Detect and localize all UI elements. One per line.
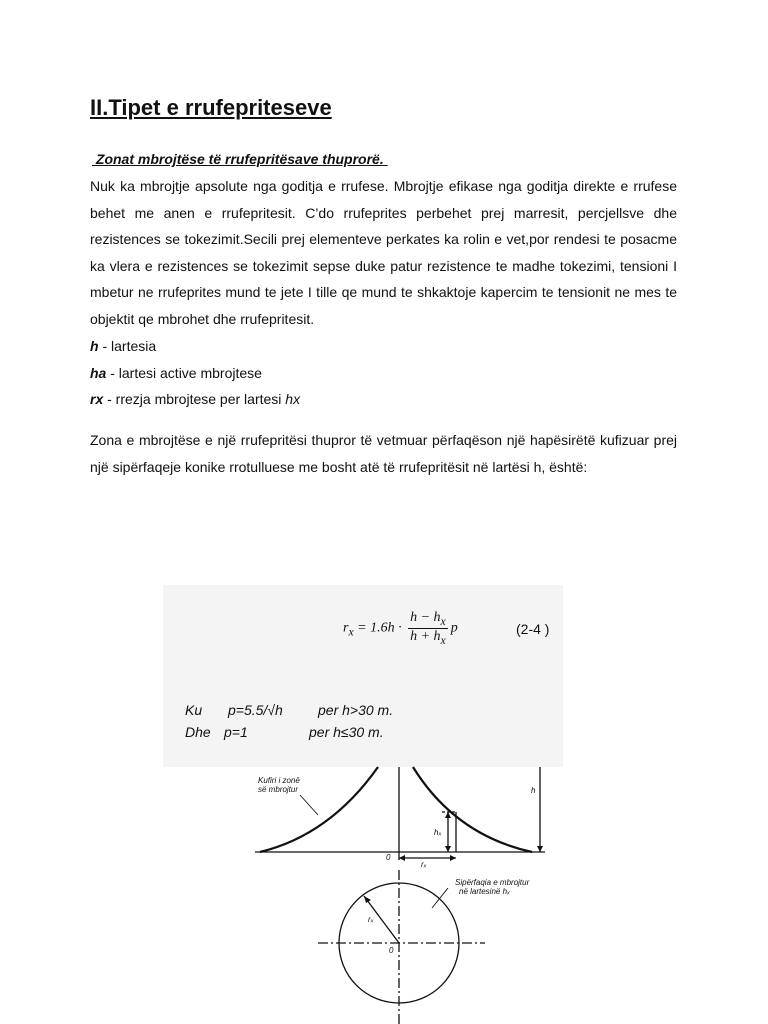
definition-h: h - lartesia xyxy=(90,338,157,354)
definition-rx: rx - rrezja mbrojtese per lartesi hx xyxy=(90,391,301,407)
boundary-leader xyxy=(300,795,318,815)
surface-label-2: në lartesinë hₓ xyxy=(459,887,511,896)
boundary-label-1: Kufiri i zonë xyxy=(258,776,300,785)
page-heading: II.Tipet e rrufepriteseve xyxy=(90,95,332,120)
condition-expr-2: p=1 xyxy=(224,724,248,740)
zone-paragraph: Zona e mbrojtëse e një rrufepritësi thupror të vetmuar përfaqëson një hapësirëtë kufizuar prej një sipërfaqeje konike rrotulluese me bosht atë të rrufepritësit në lartësi h, është: xyxy=(90,432,677,475)
circle-origin-label: 0 xyxy=(389,946,394,955)
intro-paragraph: Nuk ka mbrojtje apsolute nga goditja e rrufese. Mbrojtje efikase nga goditja direkte e rrufese behet me anen e rrufepritesit. C’do rrufeprites perbehet prej marresit, percjellsve dhe rezistences se tokezimit.Secili prej elementeve perkates ka rolin e vet,por rendesi te posacme ka vlera e rezistences se tokezimit sepse duke patur rezistence te madhe tokezimi, tensioni I mbetur ne rrufeprites mund te jete I tille qe mund te shkaktoje kapercim te tensionit ne mes te objektit qe mbrohet dhe rrufepritesit. xyxy=(90,178,677,327)
condition-range-1: per h>30 m. xyxy=(318,702,394,718)
rx-arrow-right xyxy=(450,855,456,861)
zone-curve-right xyxy=(413,767,532,852)
rx-arrow-left xyxy=(399,855,405,861)
formula-fraction: $\frac{h - h_x}{h + h_x}$ xyxy=(410,610,446,647)
hx-label: hₓ xyxy=(434,828,442,837)
hx-arrow-bottom xyxy=(445,846,451,852)
condition-word-dhe: Dhe xyxy=(185,724,211,740)
equation-number: (2-4 ) xyxy=(516,621,550,637)
h-arrow-bottom xyxy=(537,846,543,852)
formula-2-4: $r_x = 1.6h$ · $\frac{h - h_x}{h + h_x}$ p xyxy=(343,610,458,647)
surface-label-1: Sipërfaqia e mbrojtur xyxy=(455,878,530,887)
rx-label: rₓ xyxy=(421,860,427,869)
radius-arrow xyxy=(364,896,371,903)
origin-label: 0 xyxy=(386,853,391,862)
hx-arrow-top xyxy=(445,812,451,818)
condition-range-2: per h≤30 m. xyxy=(309,724,384,740)
boundary-label-2: së mbrojtur xyxy=(258,785,299,794)
h-label: h xyxy=(531,786,536,795)
section-subheading: Zonat mbrojtëse të rrufepritësave thuprorë. xyxy=(92,151,388,167)
condition-expr-1: p=5.5/√h xyxy=(228,702,283,718)
condition-word-ku: Ku xyxy=(185,702,203,718)
rx-circle-label: rₓ xyxy=(368,915,374,924)
definition-ha: ha - lartesi active mbrojtese xyxy=(90,364,262,381)
